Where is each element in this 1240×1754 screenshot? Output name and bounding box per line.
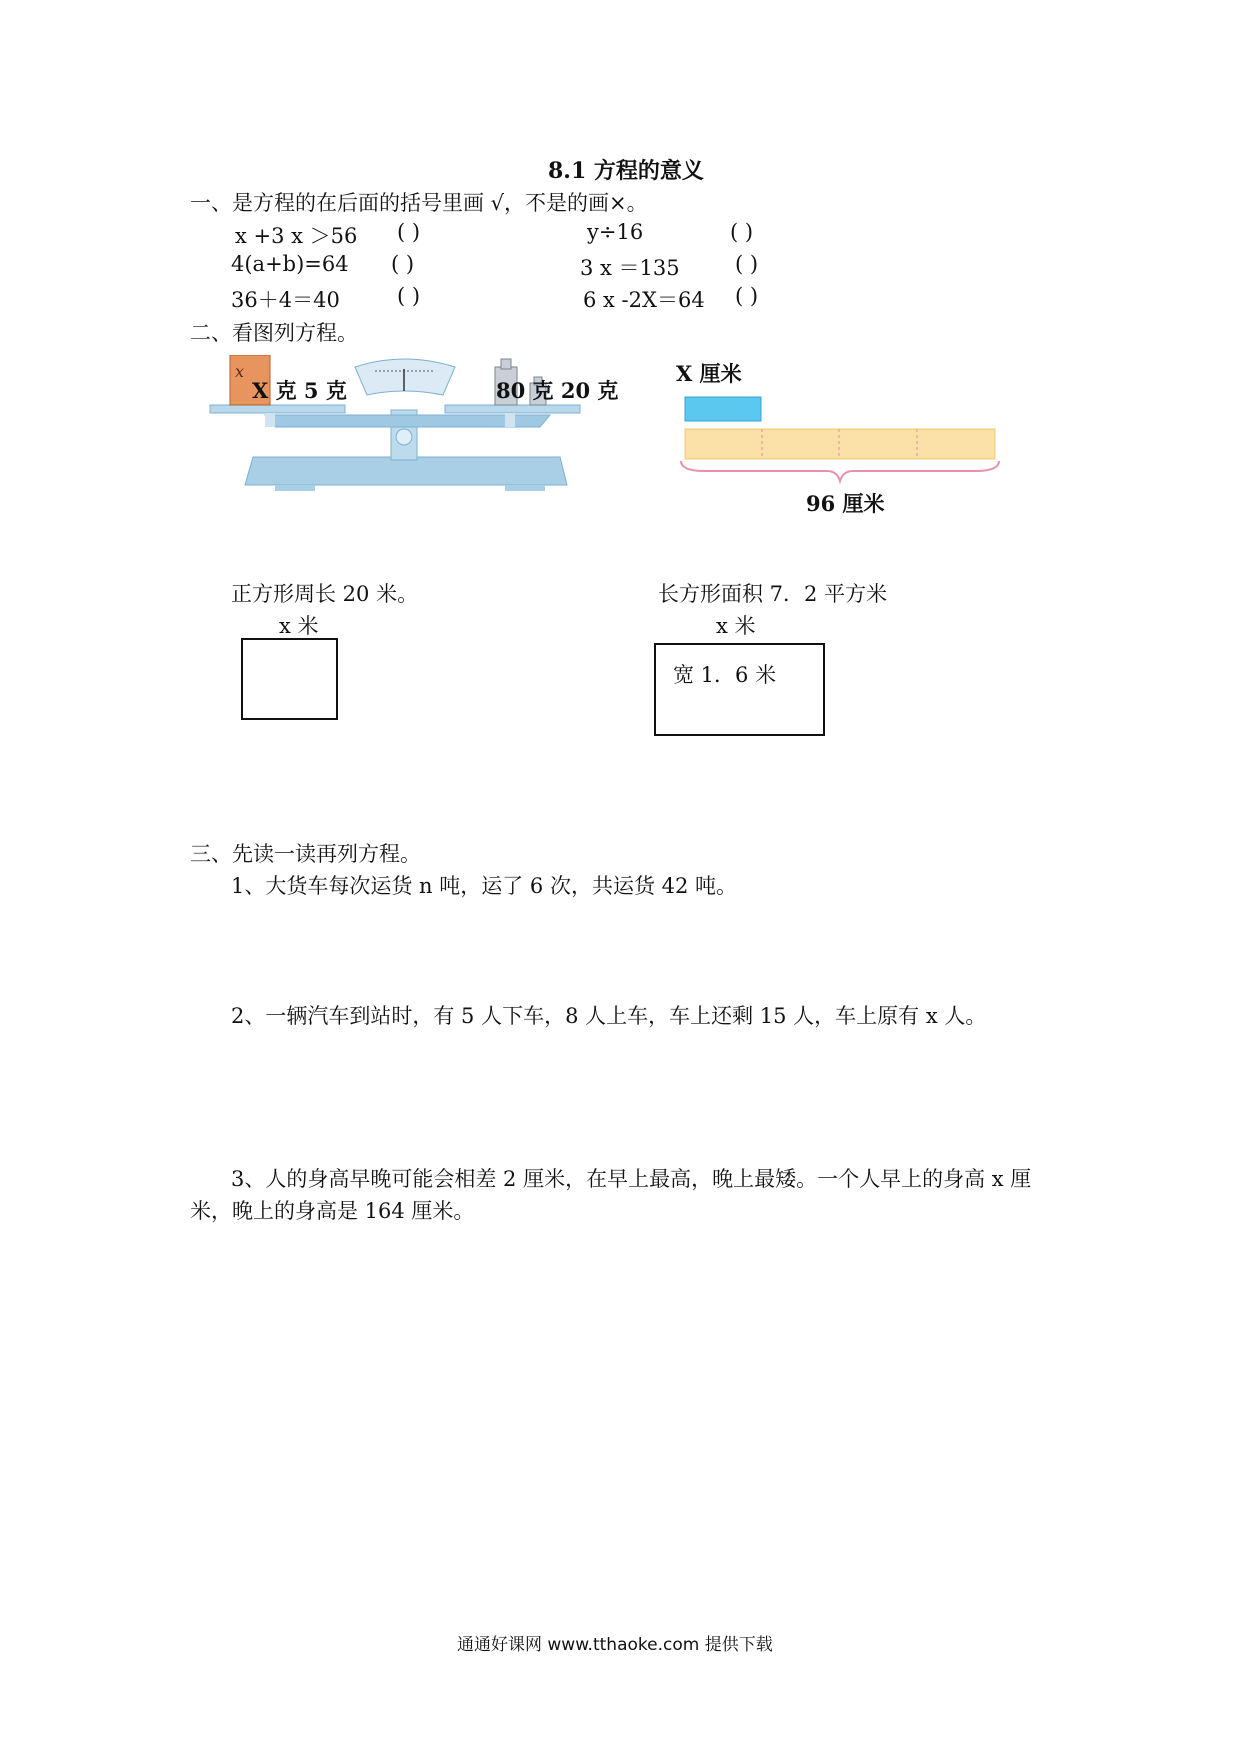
rect-inner-label: 宽 1．6 米 xyxy=(673,663,777,687)
page-title: 8.1 方程的意义 xyxy=(548,158,704,184)
answer-paren-5[interactable]: ( ) xyxy=(397,284,421,308)
answer-paren-3[interactable]: ( ) xyxy=(391,252,415,276)
equation-item-6: 6 x -2X＝64 xyxy=(583,288,705,312)
rectangle-shape xyxy=(654,643,825,736)
long-bar xyxy=(685,429,995,459)
square-side-label: x 米 xyxy=(279,614,319,638)
section1-heading: 一、是方程的在后面的括号里画 √，不是的画×。 xyxy=(190,191,648,215)
square-shape xyxy=(241,638,338,720)
equation-item-3: 4(a+b)=64 xyxy=(231,252,349,276)
footer-credit: 通通好课网 www.tthaoke.com 提供下载 xyxy=(457,1635,773,1655)
brace xyxy=(681,461,999,481)
question-3-line-2: 米，晚上的身高是 164 厘米。 xyxy=(190,1199,475,1223)
section3-heading: 三、先读一读再列方程。 xyxy=(190,842,421,866)
equation-item-1: x +3 x ＞56 xyxy=(235,224,358,248)
short-bar xyxy=(685,397,761,421)
square-caption: 正方形周长 20 米。 xyxy=(231,582,419,606)
question-3-line-1: 3、人的身高早晚可能会相差 2 厘米，在早上最高，晚上最矮。一个人早上的身高 x 厘 xyxy=(231,1167,1032,1191)
answer-paren-1[interactable]: ( ) xyxy=(397,220,421,244)
section2-heading: 二、看图列方程。 xyxy=(190,321,358,345)
equation-item-2: y÷16 xyxy=(587,220,644,244)
bar-model-illustration xyxy=(675,393,1005,503)
question-1: 1、大货车每次运货 n 吨，运了 6 次，共运货 42 吨。 xyxy=(231,874,738,898)
rect-side-label: x 米 xyxy=(716,614,756,638)
weight-letter: x xyxy=(235,362,245,381)
rect-caption: 长方形面积 7．2 平方米 xyxy=(658,582,888,606)
equation-item-4: 3 x ＝135 xyxy=(580,256,680,280)
bar-bottom-label: 96 厘米 xyxy=(806,491,885,516)
equation-item-5: 36＋4＝40 xyxy=(231,288,340,312)
answer-paren-4[interactable]: ( ) xyxy=(735,252,759,276)
balance-right-label: 80 克 20 克 xyxy=(496,378,619,403)
answer-paren-2[interactable]: ( ) xyxy=(730,220,754,244)
question-2: 2、一辆汽车到站时，有 5 人下车，8 人上车，车上还剩 15 人，车上原有 x 人。 xyxy=(231,1004,987,1028)
balance-left-label: X 克 5 克 xyxy=(252,378,347,403)
bar-top-label: X 厘米 xyxy=(676,361,742,386)
answer-paren-6[interactable]: ( ) xyxy=(735,284,759,308)
